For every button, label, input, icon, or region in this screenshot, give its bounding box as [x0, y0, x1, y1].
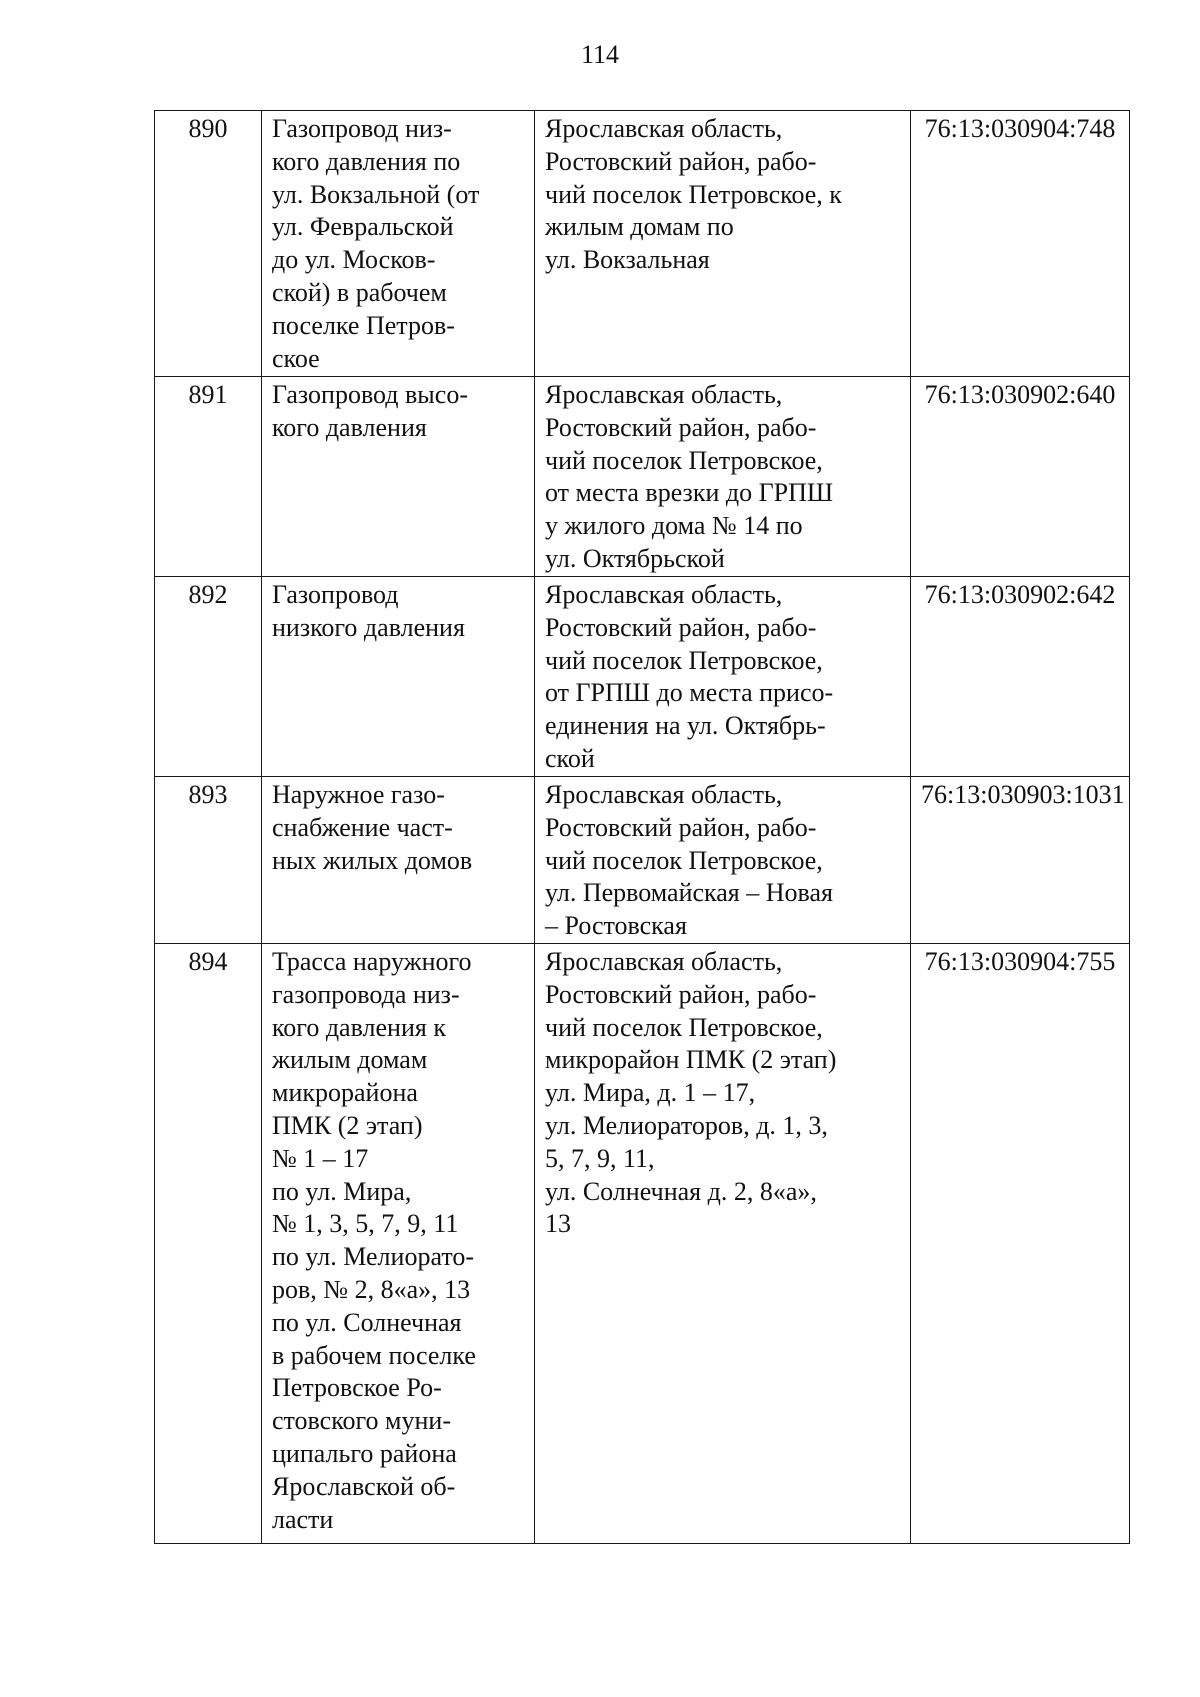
- address-cell: [535, 943, 911, 1543]
- address-line: 5, 7, 9, 11,: [545, 1143, 655, 1173]
- object-name-line: Газопровод высо-: [272, 380, 468, 409]
- address-line: Ростовский район, рабо-: [545, 612, 817, 642]
- row-number-cell: [155, 377, 262, 577]
- object-name-line: Трасса наружного: [272, 946, 472, 976]
- object-name-line: Газопровод: [272, 580, 399, 609]
- row-number-cell: [155, 577, 262, 777]
- object-name-line: Газопровод низ-: [272, 114, 452, 143]
- object-name-line: ПМК (2 этап): [272, 1110, 423, 1140]
- address-line: ул. Солнечная д. 2, 8«а»,: [545, 1176, 817, 1206]
- cadastral-number: 76:13:030902:640: [924, 380, 1116, 409]
- address-line: чий поселок Петровское,: [545, 845, 823, 875]
- object-name-line: газопровода низ-: [272, 979, 460, 1009]
- object-name-line: Наружное газо-: [272, 780, 445, 809]
- object-name-line: № 1, 3, 5, 7, 9, 11: [272, 1209, 459, 1239]
- table-row: [155, 377, 1130, 577]
- address-line: ской: [545, 743, 595, 773]
- object-name-line: кого давления по: [272, 146, 461, 176]
- object-name-line: поселке Петров-: [272, 310, 455, 340]
- address-line: Ростовский район, рабо-: [545, 979, 817, 1009]
- address-line: Ярославская область,: [545, 780, 783, 809]
- table-row: [155, 943, 1130, 1543]
- row-number-cell: [155, 943, 262, 1543]
- registry-table: [154, 110, 1130, 1544]
- object-name-line: ров, № 2, 8«а», 13: [272, 1274, 471, 1304]
- cadastral-number-cell: [911, 943, 1130, 1543]
- registry-table-body: [155, 111, 1130, 1544]
- row-number-cell: [155, 111, 262, 377]
- address-line: – Ростовская: [545, 911, 687, 941]
- address-line: чий поселок Петровское, к: [545, 179, 842, 209]
- object-name-line: по ул. Мира,: [272, 1176, 412, 1206]
- row-number: 893: [188, 780, 228, 809]
- object-name-line: микрорайона: [272, 1078, 418, 1108]
- object-name-cell: [262, 111, 535, 377]
- object-name-line: ных жилых домов: [272, 845, 473, 875]
- cadastral-number: 76:13:030904:748: [924, 114, 1116, 143]
- object-name-line: низкого давления: [272, 612, 465, 642]
- address-line: микрорайон ПМК (2 этап): [545, 1045, 837, 1075]
- address-line: чий поселок Петровское,: [545, 1012, 823, 1042]
- object-name-line: ласти: [272, 1504, 334, 1534]
- address-cell: [535, 111, 911, 377]
- object-name-line: жилым домам: [272, 1045, 428, 1075]
- row-number: 890: [188, 114, 228, 143]
- row-number: 894: [188, 946, 228, 976]
- address-line: Ярославская область,: [545, 380, 783, 409]
- address-line: жилым домам по: [545, 212, 734, 242]
- object-name-cell: [262, 943, 535, 1543]
- object-name-line: по ул. Солнечная: [272, 1307, 462, 1337]
- object-name-line: стовского муни-: [272, 1406, 451, 1436]
- address-line: Ростовский район, рабо-: [545, 412, 817, 442]
- table-row: [155, 111, 1130, 377]
- address-line: от ГРПШ до места присо-: [545, 678, 834, 708]
- address-line: ул. Вокзальная: [545, 245, 710, 275]
- address-line: Ярославская область,: [545, 946, 783, 976]
- address-line: ул. Мира, д. 1 – 17,: [545, 1078, 756, 1108]
- row-number: 891: [188, 380, 228, 409]
- object-name-cell: [262, 777, 535, 944]
- address-line: Ярославская область,: [545, 114, 783, 143]
- object-name-cell: [262, 377, 535, 577]
- object-name-line: до ул. Москов-: [272, 245, 436, 275]
- cadastral-number-cell: [911, 777, 1130, 944]
- address-line: чий поселок Петровское,: [545, 445, 823, 475]
- object-name-line: ское: [272, 343, 320, 373]
- object-name-line: ской) в рабочем: [272, 277, 447, 307]
- object-name-line: ул. Вокзальной (от: [272, 179, 480, 209]
- object-name-line: кого давления: [272, 412, 427, 442]
- address-line: 13: [545, 1209, 571, 1239]
- address-line: чий поселок Петровское,: [545, 645, 823, 675]
- cadastral-number-cell: [911, 111, 1130, 377]
- table-row: [155, 777, 1130, 944]
- address-line: у жилого дома № 14 по: [545, 511, 803, 541]
- table-row: [155, 577, 1130, 777]
- cadastral-number-cell: [911, 377, 1130, 577]
- address-cell: [535, 577, 911, 777]
- row-number: 892: [188, 580, 228, 609]
- address-line: ул. Октябрьской: [545, 543, 725, 573]
- object-name-line: Петровское Ро-: [272, 1373, 442, 1403]
- object-name-line: в рабочем поселке: [272, 1340, 476, 1370]
- object-name-line: № 1 – 17: [272, 1143, 369, 1173]
- page-number: 114: [580, 40, 620, 69]
- object-name-line: Ярославской об-: [272, 1471, 456, 1501]
- address-cell: [535, 777, 911, 944]
- address-line: единения на ул. Октябрь-: [545, 711, 826, 741]
- object-name-line: снабжение част-: [272, 812, 453, 842]
- cadastral-number-cell: [911, 577, 1130, 777]
- object-name-line: ципальго района: [272, 1438, 457, 1468]
- address-line: ул. Мелиораторов, д. 1, 3,: [545, 1110, 828, 1140]
- object-name-cell: [262, 577, 535, 777]
- address-line: Ростовский район, рабо-: [545, 812, 817, 842]
- cadastral-number: 76:13:030903:1031: [921, 780, 1125, 809]
- object-name-line: ул. Февральской: [272, 212, 454, 242]
- object-name-line: по ул. Мелиорато-: [272, 1242, 474, 1272]
- object-name-line: кого давления к: [272, 1012, 446, 1042]
- address-line: Ярославская область,: [545, 580, 783, 609]
- address-line: Ростовский район, рабо-: [545, 146, 817, 176]
- cadastral-number: 76:13:030902:642: [924, 580, 1116, 609]
- address-line: ул. Первомайская – Новая: [545, 878, 833, 908]
- row-number-cell: [155, 777, 262, 944]
- address-cell: [535, 377, 911, 577]
- address-line: от места врезки до ГРПШ: [545, 478, 834, 508]
- cadastral-number: 76:13:030904:755: [924, 946, 1116, 976]
